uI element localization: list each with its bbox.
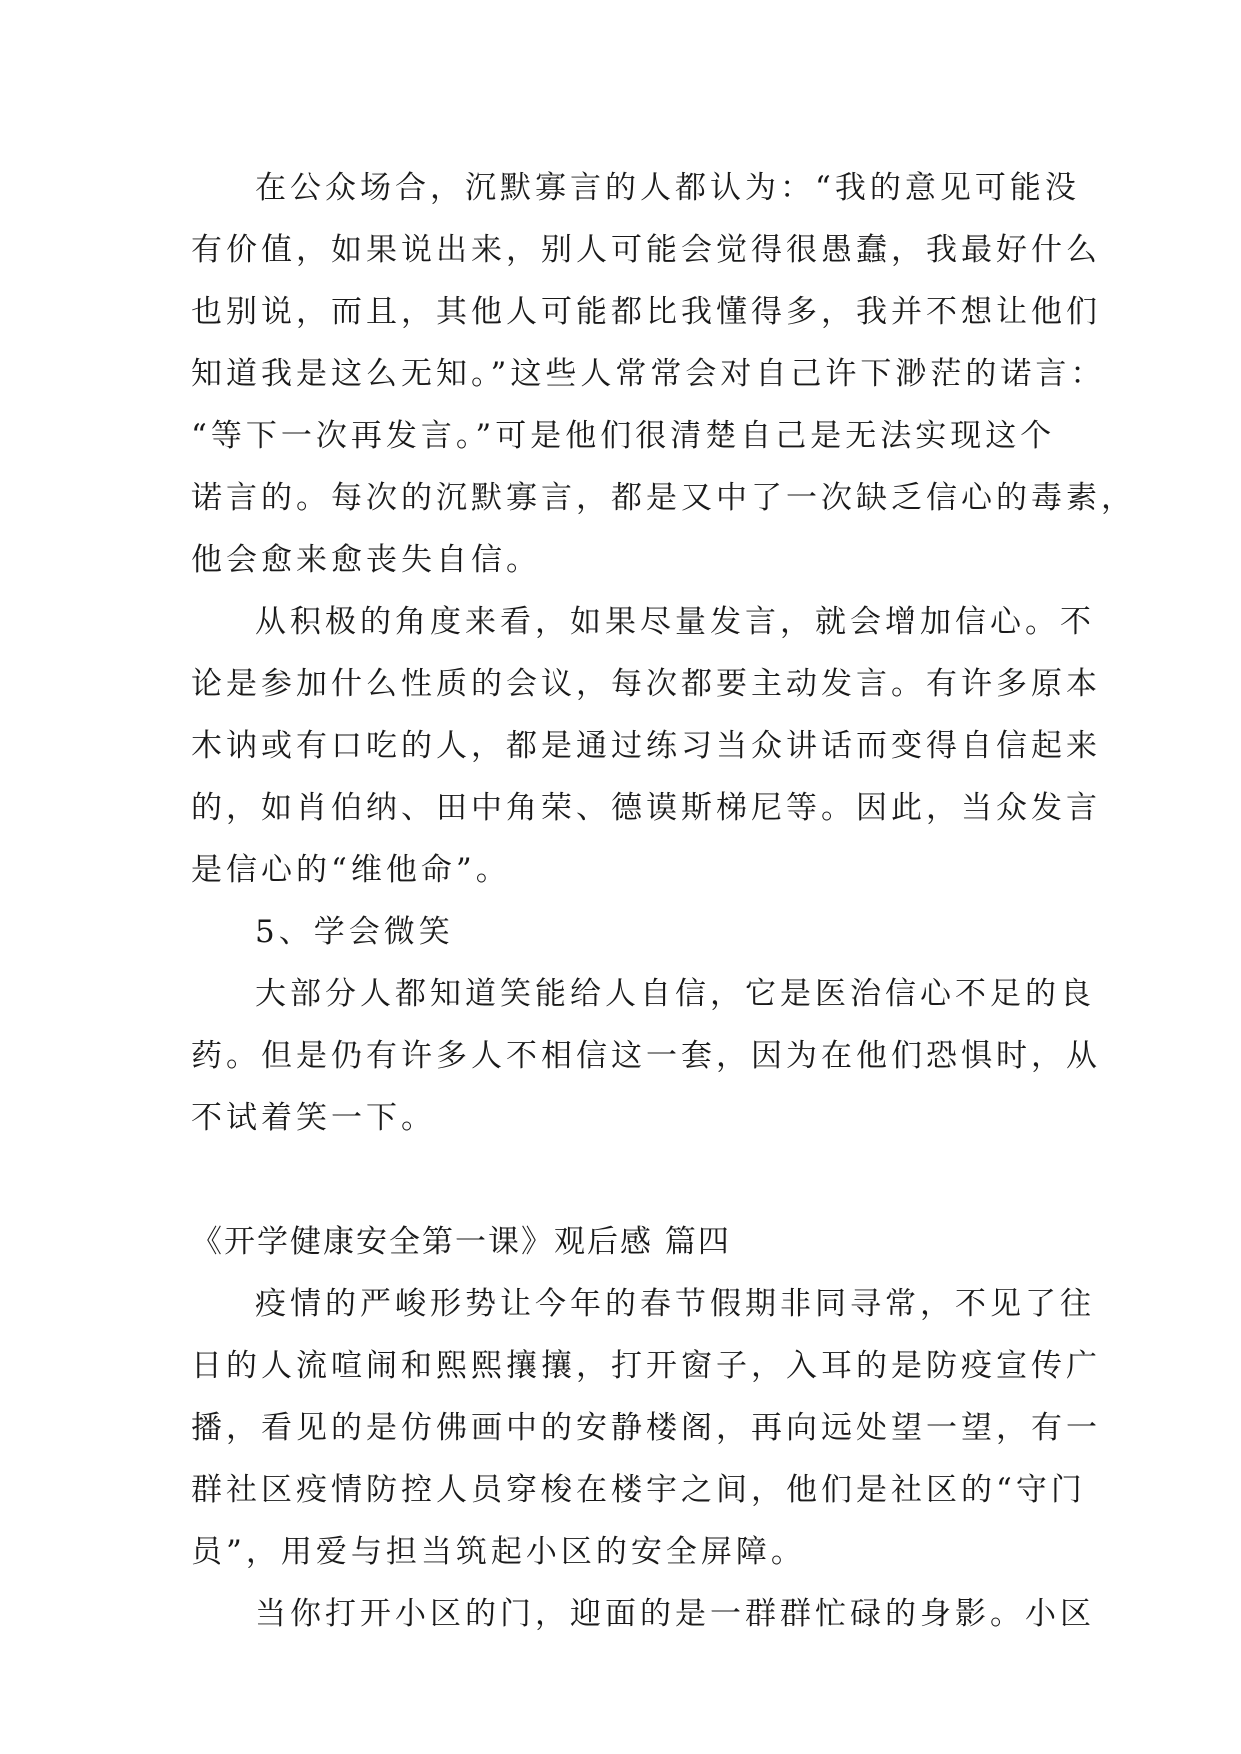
text-line: 从积极的角度来看，如果尽量发言，就会增加信心。不	[255, 604, 1095, 640]
text-line: 在公众场合，沉默寡言的人都认为：“我的意见可能没	[255, 170, 1080, 206]
text-line: 日的人流喧闹和熙熙攘攘，打开窗子，入耳的是防疫宣传广	[191, 1348, 1101, 1384]
text-line: “等下一次再发言。”可是他们很清楚自己是无法实现这个	[191, 418, 1056, 454]
text-line: 木讷或有口吃的人，都是通过练习当众讲话而变得自信起来	[191, 728, 1101, 764]
text-line: 不试着笑一下。	[191, 1100, 436, 1136]
subheading-text: 5、学会微笑	[255, 914, 454, 950]
text-line: 论是参加什么性质的会议，每次都要主动发言。有许多原本	[191, 666, 1101, 702]
paragraph-epidemic	[191, 1273, 1101, 1583]
text-line: 有价值，如果说出来，别人可能会觉得很愚蠢，我最好什么	[191, 232, 1101, 268]
text-line: 是信心的“维他命”。	[191, 852, 511, 888]
text-line: 药。但是仍有许多人不相信这一套，因为在他们恐惧时，从	[191, 1038, 1101, 1074]
text-line: 群社区疫情防控人员穿梭在楼宇之间，他们是社区的“守门	[191, 1472, 1086, 1508]
text-line: 播，看见的是仿佛画中的安静楼阁，再向远处望一望，有一	[191, 1410, 1101, 1446]
paragraph-community-door	[191, 1583, 1095, 1645]
text-line: 当你打开小区的门，迎面的是一群群忙碌的身影。小区	[255, 1596, 1095, 1632]
paragraph-speak-up	[191, 591, 1101, 901]
text-line: 大部分人都知道笑能给人自信，它是医治信心不足的良	[255, 976, 1095, 1012]
section-gap	[191, 1149, 1091, 1211]
paragraph-smile	[191, 963, 1101, 1149]
text-line: 员”，用爱与担当筑起小区的安全屏障。	[191, 1534, 806, 1570]
section-title	[191, 1211, 1091, 1273]
section-title-text: 《开学健康安全第一课》观后感 篇四	[191, 1224, 731, 1260]
document-body	[191, 157, 1136, 1645]
subheading-smile	[191, 901, 1091, 963]
paragraph-silence	[191, 157, 1136, 591]
text-line: 知道我是这么无知。”这些人常常会对自己许下渺茫的诺言：	[191, 356, 1106, 392]
text-line: 他会愈来愈丧失自信。	[191, 542, 541, 578]
text-line: 也别说，而且，其他人可能都比我懂得多，我并不想让他们	[191, 294, 1101, 330]
text-line: 的，如肖伯纳、田中角荣、德谟斯梯尼等。因此，当众发言	[191, 790, 1101, 826]
text-line: 诺言的。每次的沉默寡言，都是又中了一次缺乏信心的毒素，	[191, 480, 1136, 516]
text-line: 疫情的严峻形势让今年的春节假期非同寻常，不见了往	[255, 1286, 1095, 1322]
